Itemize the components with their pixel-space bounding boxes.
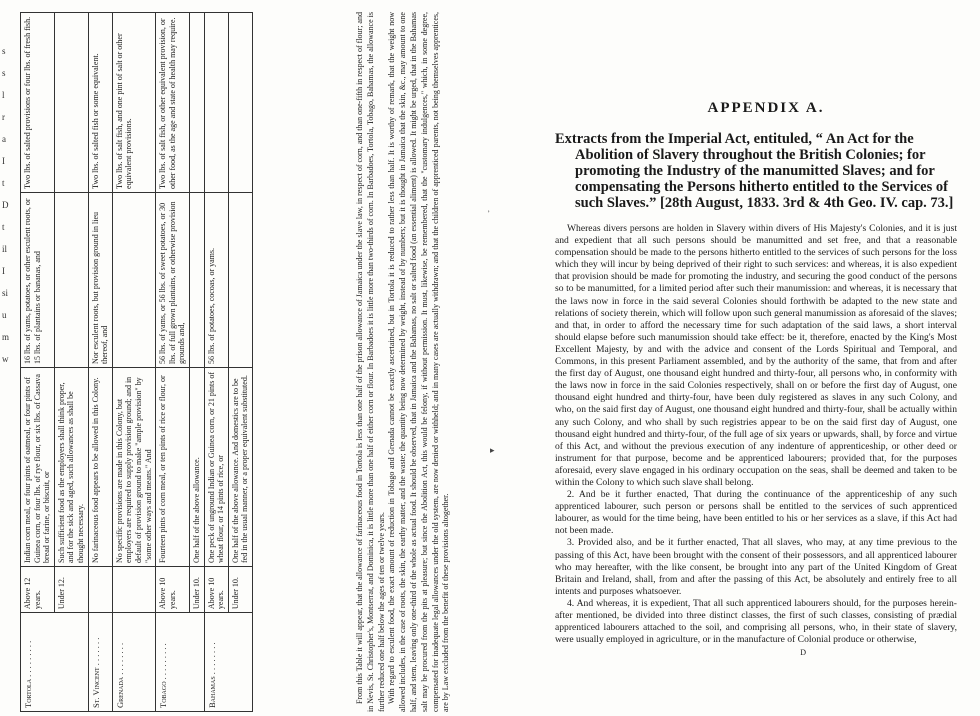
note-paragraph: From this Table it will appear, that the allowance of farinaceous food in Tortola is less than one half of the prison allowance of Jamaica under the slave law, in respect of corn, and than one-fifth in respect of flour; and in Nevis, St. Christopher's, Montserrat, and Dominica, it is little more than one half of either corn or flour. In Barbadoes it is little more than two-thirds of corn. In Barbadoes, Tortola, Tobago, Bahamas, the allowance is further reduced one half below the ages of ten or twelve years. [355,12,386,712]
table-row [189,13,204,712]
gutter-mark: r [2,112,5,122]
fish-cell [189,13,204,193]
paragraph: 4. And whereas, it is expedient, That all such apprenticed labourers should, for the purposes herein-after mentioned, be divided into three distinct classes, the first of such classes, consisting of prædial apprenticed labourers attached to the soil, and comprising all persons, who, in their state of slavery, were usually employed in agriculture, or in the manufacture of Colonial produce or otherwise, [555,597,957,646]
bread-cell: One peck of unground Indian or Guinea corn, or 21 pints of wheat flour, or 14 pints of rice, or [204,367,228,566]
gutter-mark: I [2,266,5,276]
bread-cell: No specific provisions are made in this Colony, but employers are required to supply provision ground; and in default of provision ground to make "ample provision" by "some other ways and means." And [112,367,155,566]
age-cell: Above 10 years. [156,567,190,613]
colony-cell: Tortola . . . . . . . . . [21,613,89,712]
bread-cell: Fourteen pints of corn meal, or ten pints of rice or flour, or [156,367,190,566]
age-cell [112,567,155,613]
gutter-mark: w [2,354,9,364]
gutter-mark: s [2,46,6,56]
paragraph: 2. And be it further enacted, That during the continuance of the apprenticeship of any such apprenticed labourer, such person or persons shall be entitled to the services of such apprenticed labourer, as would for the time being, have been entitled to his or her services as a slave, if this Act had not been made. [555,489,957,537]
age-cell [88,567,112,613]
bread-cell: One half of the above allowance. And domestics are to be fed in the usual manner, or a proper equivalent substituted. [228,367,252,566]
roots-cell: 56 lbs. of yams, or 56 lbs. of sweet potatoes, or 30 lbs. of full grown plantains, or otherwise provision grounds and, [156,192,190,367]
appendix-title: APPENDIX A. [707,100,825,116]
gutter-mark: t [2,178,5,188]
age-cell: Under 10. [228,567,252,613]
ration-table [20,12,253,712]
paragraph: 3. Provided also, and be it further enacted, That all slaves, who may, at any time previous to the passing of this Act, have been brought with the consent of their possessors, and all apprenticed labourer who may hereafter, with the like consent, be brought into any part of the United Kingdom of Great Britain and Ireland, shall, from and after the passing of this Act, be absolutely and entirely free to all intents and purposes whatsoever. [555,537,957,597]
bread-cell: Indian corn meal, or four pints of oatmeal, or four pints of Guinea corn, or four lbs. of rye flour, or six lbs. of Cassava bread or farine, or biscuit, or [21,367,55,566]
right-page [555,100,957,657]
paragraph: Whereas divers persons are holden in Slavery within divers of His Majesty's Colonies, and it is just and expedient that all such persons should be manumitted and set free, and that a reasonable compensation should be made to the persons hitherto entitled to the services of such persons for the loss which they will incur by being deprived of their right to such services: and whereas, it is also expedient that provision should be made for promoting the industry, and securing the good conduct of the persons so to be manumitted, for a limited period after such their manumission: and whereas, it is necessary that the laws now in force in the said several Colonies should forthwith be adapted to the new state and relations of society therein, which will follow upon such general manumission as aforesaid of the slaves; and that, in order to afford the necessary time for such adaptation of the said laws, a short interval should elapse before such manumission should take effect: be it, therefore, enacted by the King's Most Excellent Majesty, by and with the advice and consent of the Lords Spiritual and Temporal, and Commons, in this present Parliament assembled, and by the authority of the same, that from and after the first day of August, one thousand eight hundred and thirty-four, all persons who, in conformity with the laws now in force in the said Colonies respectively, shall on or before the first day of August, one thousand eight hundred and thirty-four, have been duly registered as slaves in any such Colony, and who, on the said first day of August, one thousand eight hundred and thirty-four, shall be actually within any such Colony, and who shall by such registries appear to be on the said first day of August, one thousand eight hundred and thirty-four, of the full age of six years or upwards, shall, by force and virtue of this Act, and without the previous execution of any indenture of apprenticeship, or other deed or instrument for that purpose, become and be apprenticed labourers; provided that, for the purposes aforesaid, every slave engaged in his ordinary occupation on the seas, shall be deemed and taken to be within the Colony to which such slave shall belong. [555,223,957,488]
table-row [204,13,228,712]
fish-cell: Two lbs. of salted provisions or four lbs. of fresh fish. [21,13,55,193]
table-footnote [355,12,452,712]
gutter-mark: si [2,288,9,298]
bread-cell: Such sufficient food as the employers shall think proper, and for the sick and aged, such allowances as shall be thought necessary. [54,367,88,566]
body-text [555,223,957,646]
gutter-mark: il [2,244,8,254]
roots-cell: 16 lbs. of yams, potatoes, or other esculent roots, or 15 lbs. of plantains or bananas, and [21,192,55,367]
age-cell: Under 12. [54,567,88,613]
bread-cell: One half of the above allowance. [189,367,204,566]
stray-arrow-mark: ▸ [490,445,495,455]
colony-cell: St. Vincent . . . . . . . [88,613,112,712]
table-row [54,13,88,712]
roots-cell [112,192,155,367]
bread-cell: No farinaceous food appears to be allowed in this Colony. [88,367,112,566]
roots-cell: Nor esculent roots, but provision ground in lieu thereof, and [88,192,112,367]
fish-cell [228,13,252,193]
gutter-mark: a [2,134,6,144]
gutter-mark: D [2,200,9,210]
stray-mark: ᾿ [487,210,491,221]
roots-cell [54,192,88,367]
colony-cell: Bahamas . . . . . . . . [204,613,252,712]
rotated-table-block [20,12,460,712]
roots-cell: 56 lbs. of potatoes, cocoas, or yams. [204,192,228,367]
table-row [88,13,112,712]
gutter-mark: l [2,90,5,100]
table-row [21,13,55,712]
gutter-mark: I [2,156,5,166]
gutter-mark: u [2,310,7,320]
roots-cell [189,192,204,367]
roots-cell [228,192,252,367]
fish-cell: Two lbs. of salted fish or some equivalent. [88,13,112,193]
page-signature: D [800,648,807,658]
age-cell: Under 10. [189,567,204,613]
age-cell: Above 12 years. [21,567,55,613]
table-row [156,13,190,712]
table-row [228,13,252,712]
fish-cell: Two lbs. of salt fish, and one pint of salt or other equivalent provisions. [112,13,155,193]
gutter-mark: t [2,222,5,232]
gutter-mark: m [2,332,10,342]
fish-cell: Two lbs. of salt fish, or other equivalent provision, or other food, as the age and state of health may require. [156,13,190,193]
age-cell: Above 10 years. [204,567,228,613]
colony-cell: Grenada . . . . . . . . [112,613,155,712]
note-paragraph: With regard to esculent food, the exact amount of reduction in Tobago and Grenada cannot be exactly ascertained, but in Tortola it is reduced to rather less than half. It is worthy of remark, that the weight now allowed includes, in the case of roots, the skin, the earthy matter, and the waste; the quantity being now determined by weight, instead of by numbers; but it is thought in Jamaica that the skin, &c., may amount to one half, and stem, leaving only one-third of the whole as actual food. It should be observed, that in Jamaica and the Bahamas, no salt or salted food (an essential aliment) is allowed. It might be urged, that in the Bahamas salt may be procured from the pits at pleasure; but since the Abolition Act, this would be felony, if without permission. It must, likewise, be remembered, that the "customary indulgences," which, in some degree, compensated for inadequate legal allowances under the old system, are now denied or withheld; and in many cases are actually withdrawn; and that the children of apprenticed parents, not being themselves apprentices, are by Law excluded from the benefit of these provisions altogether. [387,12,451,712]
fish-cell [54,13,88,193]
fish-cell [204,13,228,193]
colony-cell: Tobago . . . . . . . . . [156,613,204,712]
gutter-mark: s [2,68,6,78]
gutter-marks [2,40,16,370]
extract-heading: Extracts from the Imperial Act, entituled, “ An Act for the Abolition of Slavery throughout the British Colonies; for promoting the Industry of the manumitted Slaves; and for compensating the Persons hitherto entitled to the Services of such Slaves.” [28th August, 1833. 3rd & 4th Geo. IV. cap. 73.] [555,131,954,211]
left-page [0,0,470,716]
table-row [112,13,155,712]
